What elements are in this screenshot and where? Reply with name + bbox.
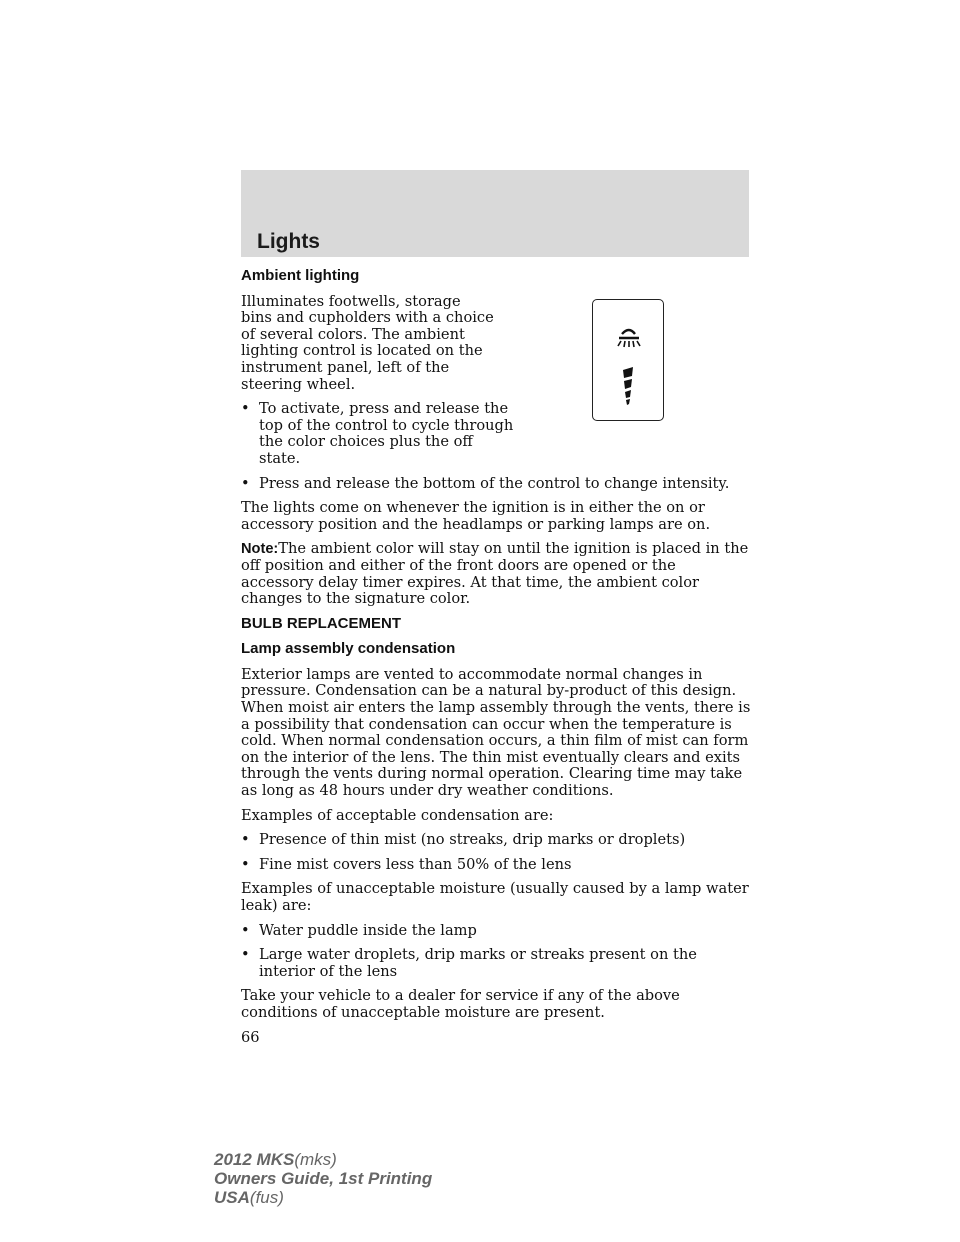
list-item: • To activate, press and release the top of the control to cycle through the color choices plus the off state.: [241, 400, 514, 467]
unacceptable-intro: Examples of unacceptable moisture (usually caused by a lamp water leak) are:: [241, 880, 749, 914]
ambient-intro: Illuminates footwells, storage bins and cupholders with a choice of several colors. The ambient lighting control is located on the instrument panel, left of the steering wheel.: [241, 292, 494, 393]
list-item: • Presence of thin mist (no streaks, drip marks or droplets): [241, 831, 686, 849]
section-header-band: [241, 170, 749, 257]
closing-paragraph: Take your vehicle to a dealer for service if any of the above conditions of unacceptable moisture are present.: [241, 987, 680, 1021]
page-content: [241, 268, 753, 1046]
lights-paragraph: The lights come on whenever the ignition is in either the on or accessory position and the headlamps or parking lamps are on.: [241, 499, 711, 533]
bullet-icon: •: [241, 474, 250, 492]
condensation-subheading: Lamp assembly condensation: [241, 640, 456, 658]
bulb-replacement-heading: BULB REPLACEMENT: [241, 614, 401, 632]
section-title: Lights: [257, 230, 320, 253]
list-item: • Press and release the bottom of the control to change intensity.: [241, 474, 730, 492]
list-item: • Large water droplets, drip marks or streaks present on the interior of the lens: [241, 946, 697, 980]
list-item: • Water puddle inside the lamp: [241, 921, 477, 939]
acceptable-intro: Examples of acceptable condensation are:: [241, 806, 554, 824]
footer-imprint: 2012 MKS(mks) Owners Guide, 1st Printing USA(fus): [214, 1150, 433, 1207]
page-number: 66: [241, 1028, 260, 1046]
bullet-icon: •: [241, 400, 250, 418]
bullet-icon: •: [241, 855, 250, 873]
bullet-icon: •: [241, 831, 250, 849]
ambient-heading: Ambient lighting: [241, 267, 360, 284]
note-paragraph: Note:The ambient color will stay on until the ignition is placed in the off position and either of the front doors are opened or the accessory delay timer expires. At that time, the ambient color changes to the signature color.: [241, 540, 749, 608]
condensation-paragraph: Exterior lamps are vented to accommodate normal changes in pressure. Condensation can be a natural by-product of this design. When moist air enters the lamp assembly through the vents, there is a possibility that condensation can occur when the temperature is cold. When normal condensation occurs, a thin film of mist can form on the interior of the lens. The thin mist eventually clears and exits through the vents during normal operation. Clearing time may take as long as 48 hours under dry weather conditions.: [241, 665, 751, 800]
bullet-icon: •: [241, 946, 250, 964]
bullet-icon: •: [241, 921, 250, 939]
list-item: • Fine mist covers less than 50% of the lens: [241, 855, 572, 873]
